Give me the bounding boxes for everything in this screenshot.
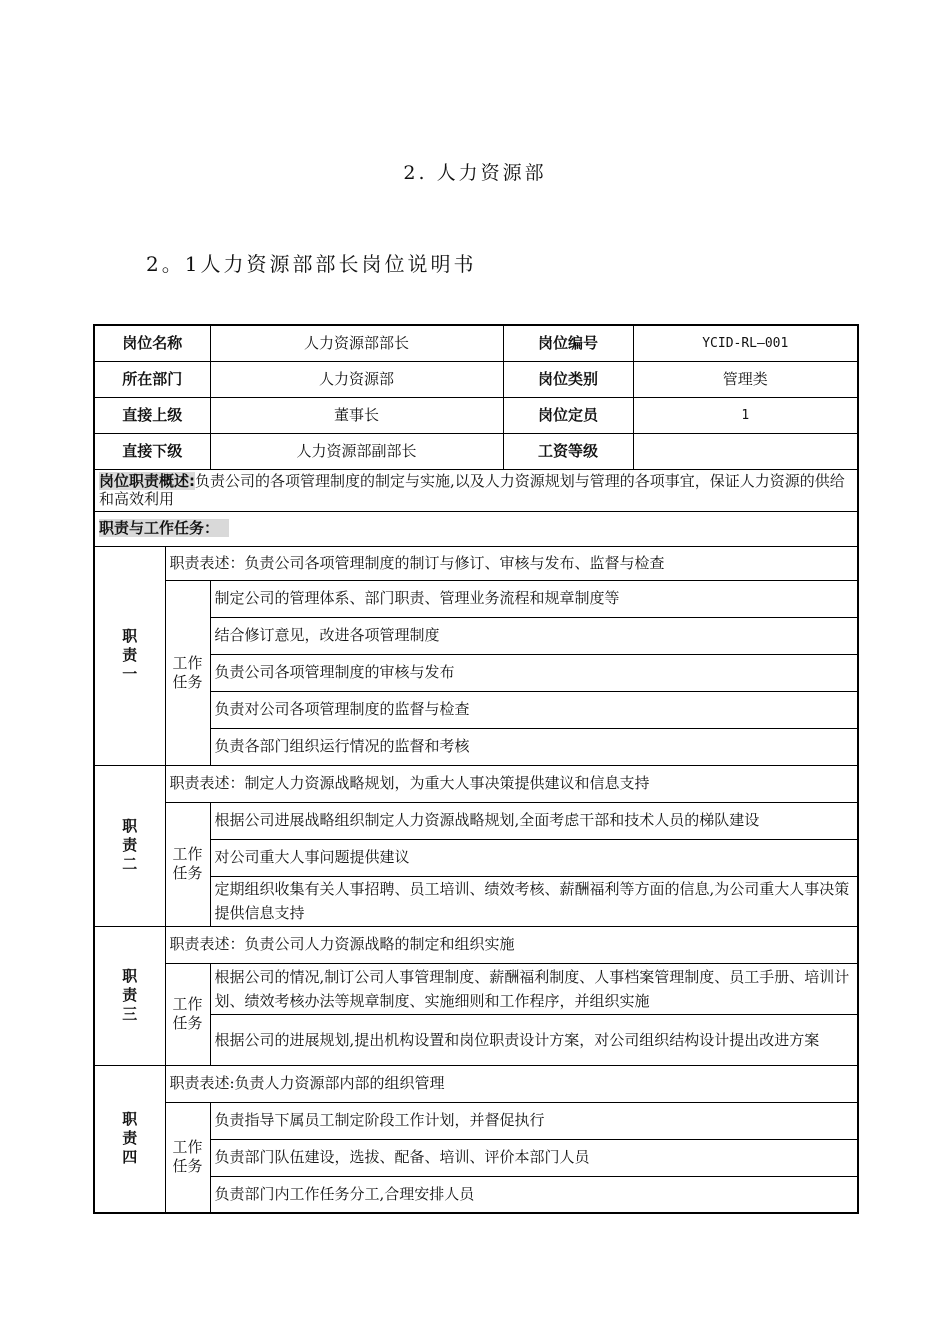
duty-4-statement: 职责表述:负责人力资源部内部的组织管理 (165, 1065, 858, 1102)
task-row (94, 580, 858, 617)
duty-1-statement: 职责表述：负责公司各项管理制度的制订与修订、审核与发布、监督与检查 (165, 546, 858, 580)
value-position-category: 管理类 (633, 361, 858, 397)
duty-4-task: 负责部门队伍建设，选拔、配备、培训、评价本部门人员 (210, 1139, 858, 1176)
info-row (94, 433, 858, 469)
label-department: 所在部门 (94, 361, 210, 397)
document-title: 2。1人力资源部部长岗位说明书 (146, 252, 477, 276)
summary-row (94, 469, 858, 511)
value-position-code: YCID-RL—001 (633, 325, 858, 361)
duty-2-task: 对公司重大人事问题提供建议 (210, 839, 858, 876)
duty-1-task: 负责公司各项管理制度的审核与发布 (210, 654, 858, 691)
label-salary-grade: 工资等级 (503, 433, 633, 469)
value-position-name: 人力资源部部长 (210, 325, 503, 361)
duty-2-task: 定期组织收集有关人事招聘、员工培训、绩效考核、薪酬福利等方面的信息,为公司重大人事决策提供信息支持 (210, 876, 858, 926)
duty-1-task: 制定公司的管理体系、部门职责、管理业务流程和规章制度等 (210, 580, 858, 617)
section-heading: 2. 人力资源部 (403, 162, 547, 184)
duty-name: 职责二 (122, 817, 138, 873)
task-row (94, 802, 858, 839)
duty-statement-row (94, 926, 858, 963)
duty-4-label (94, 1065, 165, 1213)
task-row (94, 963, 858, 1014)
work-task-label: 工作任务 (165, 580, 210, 765)
duty-1-label (94, 546, 165, 765)
label-position-code: 岗位编号 (503, 325, 633, 361)
value-headcount: 1 (633, 397, 858, 433)
tasks-header: 职责与工作任务： (99, 519, 229, 537)
duty-name: 职责三 (122, 967, 138, 1023)
work-task-label: 工作任务 (165, 1102, 210, 1213)
value-department: 人力资源部 (210, 361, 503, 397)
label-direct-superior: 直接上级 (94, 397, 210, 433)
duty-3-task: 根据公司的情况,制订公司人事管理制度、薪酬福利制度、人事档案管理制度、员工手册、培训计划、绩效考核办法等规章制度、实施细则和工作程序，并组织实施 (210, 963, 858, 1014)
duty-statement-row (94, 546, 858, 580)
duty-1-task: 负责各部门组织运行情况的监督和考核 (210, 728, 858, 765)
duty-statement-row (94, 765, 858, 802)
info-row (94, 397, 858, 433)
duty-4-task: 负责指导下属员工制定阶段工作计划，并督促执行 (210, 1102, 858, 1139)
work-task-label: 工作任务 (165, 963, 210, 1065)
duty-name: 职责一 (122, 627, 138, 683)
value-direct-superior: 董事长 (210, 397, 503, 433)
duty-2-statement: 职责表述：制定人力资源战略规划，为重大人事决策提供建议和信息支持 (165, 765, 858, 802)
duty-statement-row (94, 1065, 858, 1102)
duty-3-task: 根据公司的进展规划,提出机构设置和岗位职责设计方案，对公司组织结构设计提出改进方案 (210, 1014, 858, 1065)
summary-text: 负责公司的各项管理制度的制定与实施,以及人力资源规划与管理的各项事宜，保证人力资源的供给和高效利用 (99, 472, 845, 508)
label-direct-subordinate: 直接下级 (94, 433, 210, 469)
label-position-name: 岗位名称 (94, 325, 210, 361)
summary-label: 岗位职责概述: (99, 472, 195, 490)
tasks-header-row (94, 511, 858, 546)
task-row (94, 1102, 858, 1139)
info-row (94, 325, 858, 361)
duty-1-task: 结合修订意见，改进各项管理制度 (210, 617, 858, 654)
job-description-table (93, 324, 859, 1214)
work-task-label: 工作任务 (165, 802, 210, 926)
label-headcount: 岗位定员 (503, 397, 633, 433)
duty-name: 职责四 (122, 1110, 138, 1167)
duty-4-task: 负责部门内工作任务分工,合理安排人员 (210, 1176, 858, 1213)
duty-2-task: 根据公司进展战略组织制定人力资源战略规划,全面考虑干部和技术人员的梯队建设 (210, 802, 858, 839)
duty-2-label (94, 765, 165, 926)
duty-3-statement: 职责表述：负责公司人力资源战略的制定和组织实施 (165, 926, 858, 963)
value-direct-subordinate: 人力资源部副部长 (210, 433, 503, 469)
duty-1-task: 负责对公司各项管理制度的监督与检查 (210, 691, 858, 728)
value-salary-grade (633, 433, 858, 469)
info-row (94, 361, 858, 397)
duty-3-label (94, 926, 165, 1065)
label-position-category: 岗位类别 (503, 361, 633, 397)
